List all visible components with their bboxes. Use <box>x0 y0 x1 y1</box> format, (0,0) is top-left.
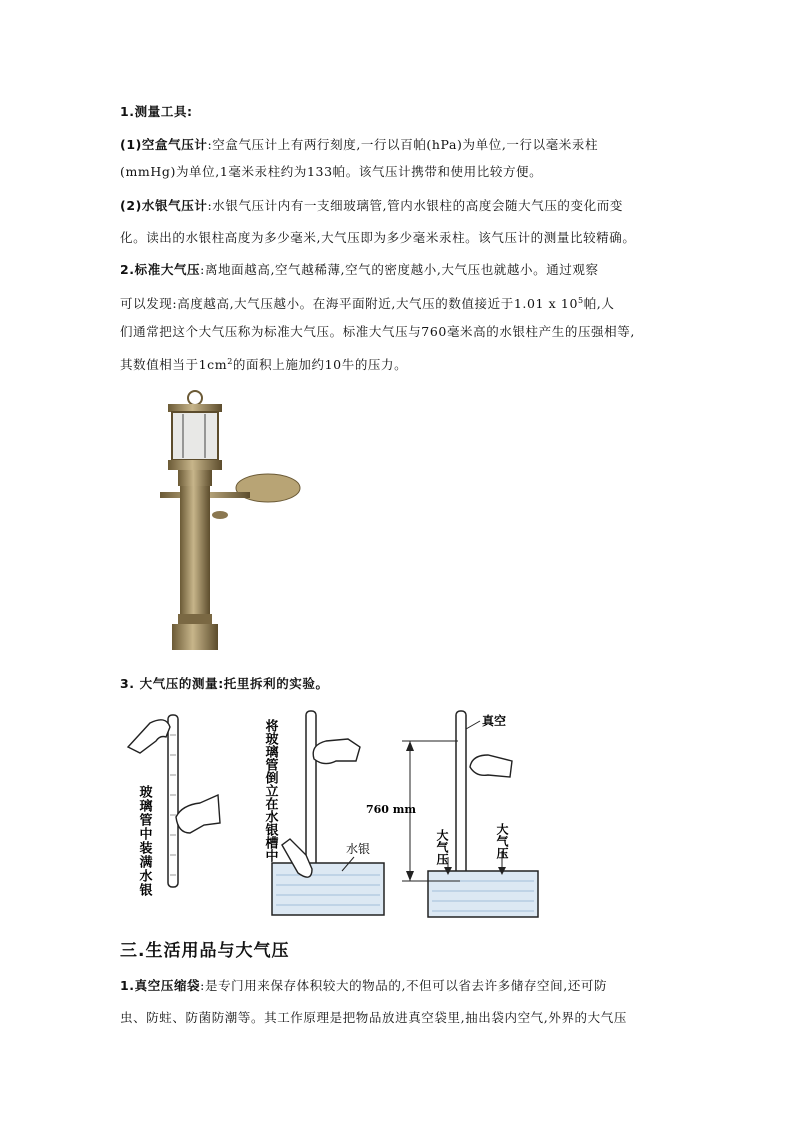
exponent-2: 2 <box>227 357 233 366</box>
standard-text-1: :离地面越高,空气越稀薄,空气的密度越小,大气压也就越小。通过观察 <box>200 262 599 277</box>
paragraph-standard-line1 <box>120 262 680 278</box>
standard-text-4a: 其数值相当于1cm <box>120 357 228 373</box>
label-mercury: 水银 <box>346 842 371 856</box>
label-invert-tube: 将玻璃管倒立在水银槽中 <box>262 719 278 862</box>
paragraph-vacuum-bag-line1 <box>120 978 680 994</box>
section3-heading: 3. 大气压的测量:托里拆利的实验。 <box>120 676 329 691</box>
paragraph-mercury-line2: 化。读出的水银柱高度为多少毫米,大气压即为多少毫米汞柱。该气压计的测量比较精确。 <box>120 230 636 245</box>
vacuum-bag-text-1: :是专门用来保存体积较大的物品的,不但可以省去许多储存空间,还可防 <box>200 978 608 993</box>
standard-pressure-label: 2.标准大气压 <box>120 262 201 277</box>
label-fill-tube: 玻璃管中装满水银 <box>136 785 152 897</box>
trough-2 <box>272 863 384 915</box>
hand-icon-3 <box>313 739 360 764</box>
mercury-text-1: :水银气压计内有一支细玻璃管,管内水银柱的高度会随大气压的变化而变 <box>207 198 623 213</box>
paragraph-standard-line2 <box>120 293 680 312</box>
tube-2 <box>306 711 316 877</box>
label-atm-right: 大气压 <box>495 823 509 859</box>
aneroid-label: (1)空盒气压计 <box>120 137 208 152</box>
label-atm-left: 大气压 <box>435 829 449 865</box>
standard-text-4b: 的面积上施加约10牛的压力。 <box>232 357 408 373</box>
tube-3 <box>456 711 466 891</box>
hand-icon-1 <box>128 720 170 753</box>
paragraph-standard-line3: 们通常把这个大气压称为标准大气压。标准大气压与760毫米高的水银柱产生的压强相等, <box>120 324 635 339</box>
paragraph-mercury-line1 <box>120 198 680 214</box>
tube-1 <box>168 715 178 887</box>
hand-icon-5 <box>470 755 512 777</box>
label-760mm: 760 mm <box>366 803 417 816</box>
standard-text-2b: 帕,人 <box>583 296 615 312</box>
torricelli-diagram <box>120 705 680 925</box>
hand-icon-2 <box>176 795 220 833</box>
paragraph-standard-line4 <box>120 354 680 373</box>
label-vacuum: 真空 <box>482 714 507 728</box>
paragraph-vacuum-bag-line2: 虫、防蛀、防菌防潮等。其工作原理是把物品放进真空袋里,抽出袋内空气,外界的大气压 <box>120 1010 627 1025</box>
vacuum-bag-label: 1.真空压缩袋 <box>120 978 201 993</box>
mercury-barometer-image <box>150 388 310 658</box>
section1-heading: 1.测量工具: <box>120 104 193 119</box>
aneroid-text-1: :空盒气压计上有两行刻度,一行以百帕(hPa)为单位,一行以毫米汞柱 <box>207 137 599 152</box>
exponent-5: 5 <box>578 296 584 305</box>
standard-text-2a: 可以发现:高度越高,大气压越小。在海平面附近,大气压的数值接近于1.01 x 10 <box>120 296 578 312</box>
trough-3 <box>428 871 538 917</box>
mercury-barometer-label: (2)水银气压计 <box>120 198 208 213</box>
paragraph-aneroid-line2: (mmHg)为单位,1毫米汞柱约为133帕。该气压计携带和使用比较方便。 <box>120 164 543 179</box>
section-three-title: 三.生活用品与大气压 <box>120 941 290 961</box>
paragraph-aneroid-line1 <box>120 137 680 153</box>
